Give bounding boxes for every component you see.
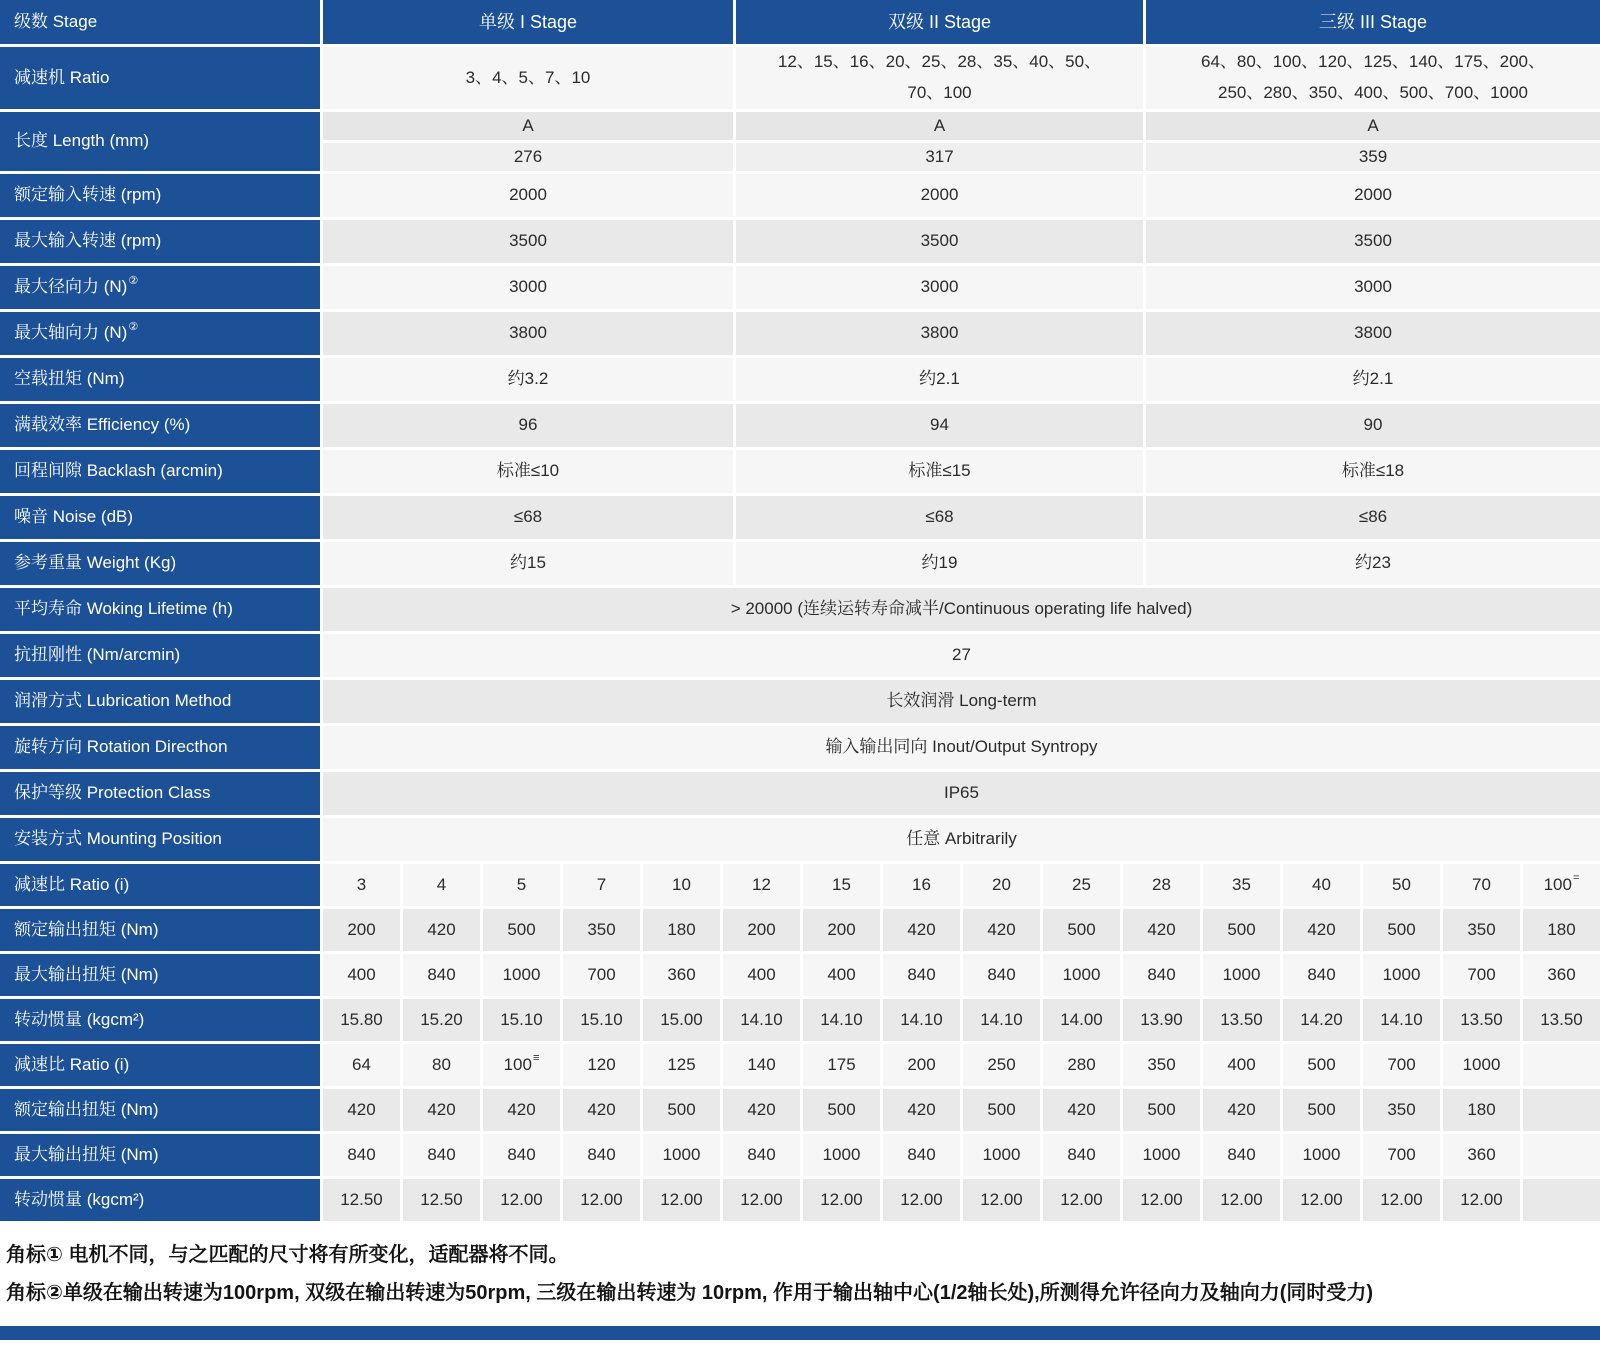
spec-value-cell: 90 (1146, 404, 1600, 447)
row-label: 最大输出扭矩 (Nm) (0, 954, 320, 996)
ratio-value-cell: 12.00 (483, 1179, 560, 1221)
row-label: 抗扭刚性 (Nm/arcmin) (0, 634, 320, 677)
ratio-value-cell: 280 (1043, 1044, 1120, 1086)
ratio-value-cell: 840 (403, 954, 480, 996)
footnote-2: 角标②单级在输出转速为100rpm, 双级在输出转速为50rpm, 三级在输出转速为 10rpm, 作用于输出轴中心(1/2轴长处),所测得允许径向力及轴向力(同时受力) (6, 1282, 1374, 1304)
ratio-value-cell: 700 (563, 954, 640, 996)
table-row (0, 47, 1600, 109)
ratio-value-cell: 4 (403, 864, 480, 906)
ratio-value-cell: 12.00 (803, 1179, 880, 1221)
ratio-value-cell: 15.80 (323, 999, 400, 1041)
spec-span-value-cell: 任意 Arbitrarily (323, 818, 1600, 861)
ratio-value-cell: 100 = (1523, 864, 1600, 906)
ratio-value-cell: 1000 (1203, 954, 1280, 996)
table-row (0, 358, 1600, 401)
ratio-value-cell: 14.10 (963, 999, 1040, 1041)
ratio-value-cell: 12.50 (323, 1179, 400, 1221)
ratio-value-cell: 250 (963, 1044, 1040, 1086)
spec-span-value-cell: 长效润滑 Long-term (323, 680, 1600, 723)
spec-value-cell: 标准≤15 (736, 450, 1143, 493)
spec-value-cell: 12、15、16、20、25、28、35、40、50、70、100 (736, 47, 1143, 109)
ratio-value-cell: 350 (1123, 1044, 1200, 1086)
ratio-value-cell: 16 (883, 864, 960, 906)
ratio-value-cell: 420 (1123, 909, 1200, 951)
ratio-value-cell: 500 (1123, 1089, 1200, 1131)
ratio-value-cell (1523, 1089, 1600, 1131)
table-row (0, 266, 1600, 309)
table-row (0, 1089, 1600, 1131)
ratio-value-cell: 840 (403, 1134, 480, 1176)
bottom-accent-bar (0, 1326, 1600, 1340)
table-row (0, 588, 1600, 631)
length-value-cell: 317 (736, 143, 1143, 171)
ratio-value-cell: 420 (403, 1089, 480, 1131)
row-label: 保护等级 Protection Class (0, 772, 320, 815)
ratio-value-cell: 40 (1283, 864, 1360, 906)
ratio-value-cell: 500 (1043, 909, 1120, 951)
row-label: 额定输入转速 (rpm) (0, 174, 320, 217)
ratio-value-cell: 12.00 (723, 1179, 800, 1221)
ratio-value-cell: 14.10 (883, 999, 960, 1041)
ratio-value-cell: 15.10 (483, 999, 560, 1041)
ratio-value-cell: 400 (1203, 1044, 1280, 1086)
ratio-value-cell: 700 (1443, 954, 1520, 996)
ratio-value-cell: 350 (1443, 909, 1520, 951)
table-row (0, 864, 1600, 906)
spec-value-cell: 3800 (736, 312, 1143, 355)
ratio-value-cell: 15.20 (403, 999, 480, 1041)
ratio-value-cell: 500 (963, 1089, 1040, 1131)
row-label: 参考重量 Weight (Kg) (0, 542, 320, 585)
ratio-value-cell: 12.00 (883, 1179, 960, 1221)
ratio-value-cell: 400 (323, 954, 400, 996)
ratio-value-cell: 5 (483, 864, 560, 906)
ratio-value-cell: 1000 (643, 1134, 720, 1176)
table-row (0, 1044, 1600, 1086)
ratio-value-cell: 12.00 (1443, 1179, 1520, 1221)
table-row (0, 1179, 1600, 1221)
ratio-value-cell: 12.00 (963, 1179, 1040, 1221)
table-row (0, 726, 1600, 769)
ratio-value-cell: 500 (1283, 1089, 1360, 1131)
spec-value-cell: 约23 (1146, 542, 1600, 585)
ratio-value-cell: 15.10 (563, 999, 640, 1041)
ratio-value-cell: 420 (883, 909, 960, 951)
header-col-double-stage: 双级 II Stage (736, 0, 1143, 44)
spec-value-cell: ≤68 (736, 496, 1143, 539)
ratio-value-cell: 1000 (803, 1134, 880, 1176)
ratio-value-cell: 500 (1283, 1044, 1360, 1086)
table-row (0, 220, 1600, 263)
table-row (0, 1134, 1600, 1176)
row-label: 润滑方式 Lubrication Method (0, 680, 320, 723)
spec-value-cell: 3000 (736, 266, 1143, 309)
ratio-value-cell: 420 (723, 1089, 800, 1131)
ratio-value-cell: 840 (563, 1134, 640, 1176)
spec-value-cell: 3500 (1146, 220, 1600, 263)
spec-span-value-cell: 输入输出同向 Inout/Output Syntropy (323, 726, 1600, 769)
ratio-value-cell: 7 (563, 864, 640, 906)
table-row (0, 634, 1600, 677)
spec-value-cell: 94 (736, 404, 1143, 447)
ratio-value-cell: 13.50 (1443, 999, 1520, 1041)
ratio-value-cell: 180 (643, 909, 720, 951)
ratio-value-cell: 1000 (1283, 1134, 1360, 1176)
spec-value-cell: 约2.1 (1146, 358, 1600, 401)
ratio-value-cell: 1000 (1123, 1134, 1200, 1176)
spec-value-cell: 2000 (323, 174, 733, 217)
ratio-value-cell: 12.00 (563, 1179, 640, 1221)
ratio-value-cell: 400 (723, 954, 800, 996)
ratio-value-cell: 840 (963, 954, 1040, 996)
spec-value-cell: ≤68 (323, 496, 733, 539)
ratio-value-cell: 12.00 (1363, 1179, 1440, 1221)
row-label: 噪音 Noise (dB) (0, 496, 320, 539)
ratio-value-cell: 12.00 (1043, 1179, 1120, 1221)
ratio-value-cell: 12.50 (403, 1179, 480, 1221)
ratio-value-cell: 420 (323, 1089, 400, 1131)
ratio-value-cell: 14.10 (803, 999, 880, 1041)
row-label: 减速比 Ratio (i) (0, 864, 320, 906)
ratio-value-cell: 1000 (483, 954, 560, 996)
ratio-value-cell: 64 (323, 1044, 400, 1086)
ratio-value-cell: 700 (1363, 1044, 1440, 1086)
ratio-value-cell: 360 (1443, 1134, 1520, 1176)
row-label: 平均寿命 Woking Lifetime (h) (0, 588, 320, 631)
ratio-value-cell: 420 (883, 1089, 960, 1131)
table-row (0, 680, 1600, 723)
ratio-value-cell: 840 (883, 1134, 960, 1176)
spec-value-cell: 约3.2 (323, 358, 733, 401)
ratio-value-cell: 200 (723, 909, 800, 951)
row-label: 额定输出扭矩 (Nm) (0, 909, 320, 951)
header-col-triple-stage: 三级 III Stage (1146, 0, 1600, 44)
row-label: 转动惯量 (kgcm²) (0, 1179, 320, 1221)
spec-value-cell: 2000 (1146, 174, 1600, 217)
ratio-value-cell: 120 (563, 1044, 640, 1086)
ratio-value-cell (1523, 1134, 1600, 1176)
ratio-value-cell: 13.50 (1203, 999, 1280, 1041)
spec-value-cell: 标准≤10 (323, 450, 733, 493)
spec-value-cell: 标准≤18 (1146, 450, 1600, 493)
row-label: 满载效率 Efficiency (%) (0, 404, 320, 447)
header-stage-label: 级数 Stage (0, 0, 320, 44)
row-label: 减速比 Ratio (i) (0, 1044, 320, 1086)
ratio-value-cell: 500 (1363, 909, 1440, 951)
ratio-value-cell: 840 (883, 954, 960, 996)
spec-value-cell: 96 (323, 404, 733, 447)
ratio-value-cell: 420 (563, 1089, 640, 1131)
ratio-value-cell: 500 (803, 1089, 880, 1131)
row-label: 额定输出扭矩 (Nm) (0, 1089, 320, 1131)
table-row (0, 112, 1600, 171)
ratio-value-cell: 80 (403, 1044, 480, 1086)
ratio-value-cell: 200 (323, 909, 400, 951)
ratio-value-cell: 840 (1203, 1134, 1280, 1176)
table-row (0, 312, 1600, 355)
ratio-value-cell: 1000 (963, 1134, 1040, 1176)
table-row (0, 772, 1600, 815)
ratio-value-cell: 50 (1363, 864, 1440, 906)
ratio-value-cell: 15.00 (643, 999, 720, 1041)
spec-value-cell: 64、80、100、120、125、140、175、200、250、280、350、400、500、700、1000 (1146, 47, 1600, 109)
spec-value-cell: 3000 (1146, 266, 1600, 309)
length-value-cell: 276 (323, 143, 733, 171)
superscript-mark: ≡ (532, 1051, 540, 1064)
ratio-value-cell: 12 (723, 864, 800, 906)
ratio-value-cell: 360 (1523, 954, 1600, 996)
ratio-value-cell: 420 (1203, 1089, 1280, 1131)
row-label: 安装方式 Mounting Position (0, 818, 320, 861)
row-label: 最大输入转速 (rpm) (0, 220, 320, 263)
ratio-value-cell: 350 (563, 909, 640, 951)
ratio-value-cell: 400 (803, 954, 880, 996)
ratio-value-cell: 12.00 (1203, 1179, 1280, 1221)
ratio-value-cell: 840 (723, 1134, 800, 1176)
ratio-value-cell: 35 (1203, 864, 1280, 906)
spec-value-cell: 3500 (736, 220, 1143, 263)
table-row (0, 954, 1600, 996)
ratio-value-cell: 840 (1123, 954, 1200, 996)
spec-value-cell: 2000 (736, 174, 1143, 217)
ratio-value-cell: 14.10 (723, 999, 800, 1041)
ratio-value-cell: 700 (1363, 1134, 1440, 1176)
row-label: 最大输出扭矩 (Nm) (0, 1134, 320, 1176)
ratio-value-cell (1523, 1179, 1600, 1221)
ratio-value-cell: 840 (1283, 954, 1360, 996)
table-row (0, 174, 1600, 217)
ratio-value-cell: 180 (1443, 1089, 1520, 1131)
ratio-value-cell: 125 (643, 1044, 720, 1086)
header-col-single-stage: 单级 I Stage (323, 0, 733, 44)
ratio-value-cell: 100 ≡ (483, 1044, 560, 1086)
ratio-value-cell: 840 (483, 1134, 560, 1176)
ratio-value-cell: 3 (323, 864, 400, 906)
table-row (0, 909, 1600, 951)
ratio-value-cell: 14.10 (1363, 999, 1440, 1041)
ratio-value-cell: 180 (1523, 909, 1600, 951)
ratio-value-cell: 20 (963, 864, 1040, 906)
superscript-mark: ② (128, 321, 139, 334)
ratio-value-cell: 175 (803, 1044, 880, 1086)
ratio-value-cell: 13.50 (1523, 999, 1600, 1041)
ratio-value-cell: 1000 (1363, 954, 1440, 996)
ratio-value-cell: 350 (1363, 1089, 1440, 1131)
spec-value-cell: 约2.1 (736, 358, 1143, 401)
row-label: 转动惯量 (kgcm²) (0, 999, 320, 1041)
row-label: 旋转方向 Rotation Directhon (0, 726, 320, 769)
length-value-cell: 359 (1146, 143, 1600, 171)
length-value-cell: A (736, 112, 1143, 140)
row-label: 最大径向力 (N) ② (0, 266, 320, 309)
footnotes (0, 1224, 1600, 1306)
ratio-value-cell: 500 (483, 909, 560, 951)
spec-value-cell: 约19 (736, 542, 1143, 585)
ratio-value-cell: 1000 (1443, 1044, 1520, 1086)
spec-value-cell: 3、4、5、7、10 (323, 47, 733, 109)
table-body (0, 47, 1600, 1221)
spec-span-value-cell: IP65 (323, 772, 1600, 815)
superscript-mark: ② (128, 275, 139, 288)
ratio-value-cell: 12.00 (643, 1179, 720, 1221)
ratio-value-cell: 14.00 (1043, 999, 1120, 1041)
spec-value-cell: 3000 (323, 266, 733, 309)
ratio-value-cell: 420 (1043, 1089, 1120, 1131)
ratio-value-cell: 840 (1043, 1134, 1120, 1176)
table-row (0, 999, 1600, 1041)
table-row (0, 450, 1600, 493)
spec-span-value-cell: > 20000 (连续运转寿命减半/Continuous operating life halved) (323, 588, 1600, 631)
ratio-value-cell: 420 (483, 1089, 560, 1131)
row-label: 最大轴向力 (N) ② (0, 312, 320, 355)
ratio-value-cell: 14.20 (1283, 999, 1360, 1041)
ratio-value-cell: 12.00 (1123, 1179, 1200, 1221)
row-label: 长度 Length (mm) (0, 112, 320, 171)
ratio-value-cell: 140 (723, 1044, 800, 1086)
spec-value-cell: 3800 (323, 312, 733, 355)
length-value-cell: A (1146, 112, 1600, 140)
ratio-value-cell: 13.90 (1123, 999, 1200, 1041)
spec-value-cell: ≤86 (1146, 496, 1600, 539)
ratio-value-cell: 840 (323, 1134, 400, 1176)
ratio-value-cell: 200 (803, 909, 880, 951)
superscript-mark: = (1572, 871, 1580, 884)
spec-span-value-cell: 27 (323, 634, 1600, 677)
ratio-value-cell: 12.00 (1283, 1179, 1360, 1221)
table-row (0, 404, 1600, 447)
ratio-value-cell: 28 (1123, 864, 1200, 906)
ratio-value-cell: 500 (643, 1089, 720, 1131)
length-value-cell: A (323, 112, 733, 140)
row-label: 减速机 Ratio (0, 47, 320, 109)
table-header-row (0, 0, 1600, 44)
ratio-value-cell: 25 (1043, 864, 1120, 906)
ratio-value-cell: 15 (803, 864, 880, 906)
ratio-value-cell: 70 (1443, 864, 1520, 906)
ratio-value-cell: 420 (1283, 909, 1360, 951)
spec-value-cell: 约15 (323, 542, 733, 585)
row-label: 空载扭矩 (Nm) (0, 358, 320, 401)
spec-value-cell: 3500 (323, 220, 733, 263)
ratio-value-cell: 500 (1203, 909, 1280, 951)
table-row (0, 496, 1600, 539)
footnote-1: 角标① 电机不同，与之匹配的尺寸将有所变化，适配器将不同。 (6, 1244, 569, 1266)
spec-value-cell: 3800 (1146, 312, 1600, 355)
ratio-value-cell: 360 (643, 954, 720, 996)
row-label: 回程间隙 Backlash (arcmin) (0, 450, 320, 493)
ratio-value-cell: 420 (403, 909, 480, 951)
table-row (0, 542, 1600, 585)
ratio-value-cell (1523, 1044, 1600, 1086)
ratio-value-cell: 420 (963, 909, 1040, 951)
table-row (0, 818, 1600, 861)
ratio-value-cell: 200 (883, 1044, 960, 1086)
ratio-value-cell: 1000 (1043, 954, 1120, 996)
ratio-value-cell: 10 (643, 864, 720, 906)
